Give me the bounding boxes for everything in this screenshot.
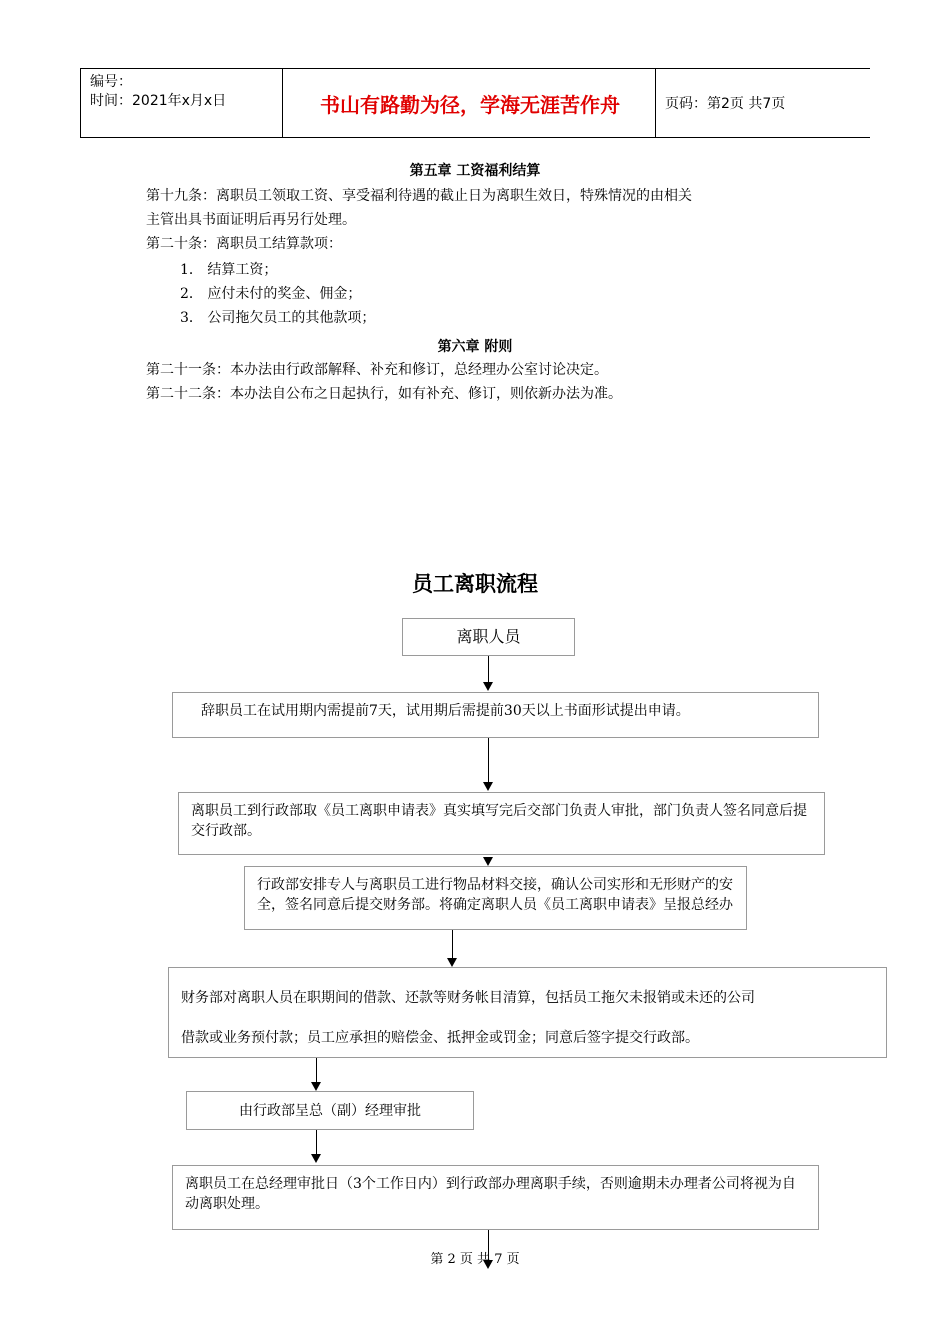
header-border-left <box>80 69 81 137</box>
header-number: 编号： <box>90 74 132 90</box>
settlement-list <box>180 258 375 330</box>
list-item: 1． 结算工资； <box>180 262 278 278</box>
article-20: 第二十条：离职员工结算款项： <box>146 236 342 252</box>
flow-step-resignation-notice: 辞职员工在试用期内需提前7天，试用期后需提前30天以上书面形试提出申请。 <box>172 692 819 738</box>
flow-title: 员工离职流程 <box>412 572 538 596</box>
header-time: 时间：2021年x月x日 <box>90 93 227 109</box>
finance-line2: 借款或业务预付款；员工应承担的赔偿金、抵押金或罚金；同意后签字提交行政部。 <box>181 1030 699 1046</box>
header-page-number: 页码：第2页 共7页 <box>665 96 786 112</box>
header-divider-1 <box>282 69 283 137</box>
article-21: 第二十一条：本办法由行政部解释、补充和修订，总经理办公室讨论决定。 <box>146 362 608 378</box>
arrow-down-icon <box>483 782 493 791</box>
flow-connector <box>488 656 489 682</box>
flow-step-application-form: 离职员工到行政部取《员工离职申请表》真实填写完后交部门负责人审批，部门负责人签名同意后提交行政部。 <box>178 792 825 855</box>
list-item: 2． 应付未付的奖金、佣金； <box>180 286 362 302</box>
header-left <box>90 73 226 111</box>
article-19-line1: 第十九条：离职员工领取工资、享受福利待遇的截止日为离职生效日，特殊情况的由相关 <box>146 188 692 204</box>
list-item: 3． 公司拖欠员工的其他款项； <box>180 310 376 326</box>
chapter6-articles <box>146 358 816 406</box>
page-header <box>80 68 870 138</box>
arrow-down-icon <box>483 682 493 691</box>
flow-connector <box>316 1058 317 1082</box>
arrow-down-icon <box>447 958 457 967</box>
flow-connector <box>316 1130 317 1154</box>
arrow-down-icon <box>311 1154 321 1163</box>
flow-step-finance-settlement <box>168 967 887 1058</box>
flow-step-exit-procedures: 离职员工在总经理审批日（3个工作日内）到行政部办理离职手续，否则逾期未办理者公司将视为自动离职处理。 <box>172 1165 819 1230</box>
flow-connector <box>452 930 453 958</box>
header-motto: 书山有路勤为径，学海无涯苦作舟 <box>320 92 620 117</box>
finance-line1: 财务部对离职人员在职期间的借款、还款等财务帐目清算，包括员工拖欠未报销或未还的公司 <box>181 990 755 1006</box>
chapter5-title: 第五章 工资福利结算 <box>409 163 541 179</box>
flow-step-manager-approval: 由行政部呈总（副）经理审批 <box>186 1091 474 1130</box>
article-19-line2: 主管出具书面证明后再另行处理。 <box>146 212 356 228</box>
article-19 <box>146 184 816 256</box>
flow-step-handover: 行政部安排专人与离职员工进行物品材料交接，确认公司实形和无形财产的安全，签名同意后提交财务部。将确定离职人员《员工离职申请表》呈报总经办 <box>244 866 747 930</box>
arrow-down-icon <box>311 1082 321 1091</box>
article-22: 第二十二条：本办法自公布之日起执行，如有补充、修订，则依新办法为准。 <box>146 386 622 402</box>
flow-step-departing-staff: 离职人员 <box>402 618 575 656</box>
chapter6-title: 第六章 附则 <box>437 339 513 355</box>
flow-connector <box>488 738 489 782</box>
arrow-down-icon <box>483 857 493 866</box>
page-footer: 第 2 页 共 7 页 <box>430 1252 520 1267</box>
